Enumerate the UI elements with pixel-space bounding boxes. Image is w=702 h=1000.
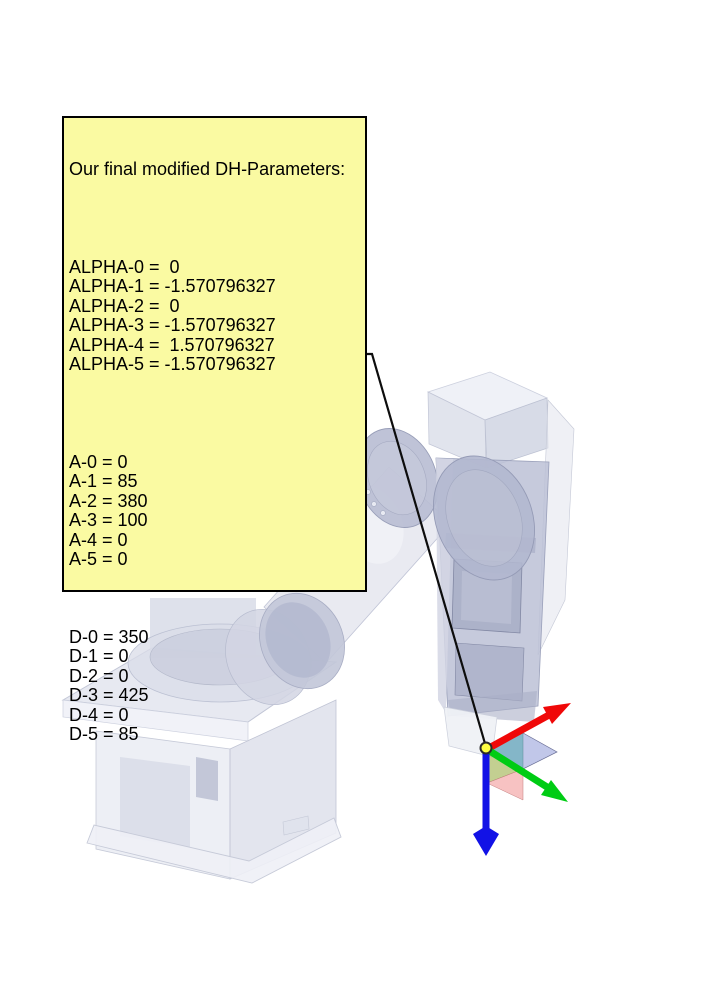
parameter-line: D-4 = 0 <box>69 704 129 725</box>
parameter-line: ALPHA-0 = 0 <box>69 256 180 277</box>
annotation-title: Our final modified DH-Parameters: <box>69 159 346 179</box>
alpha-parameter-block <box>69 258 365 375</box>
parameter-line: D-0 = 350 <box>69 626 149 647</box>
parameter-line: A-4 = 0 <box>69 529 128 550</box>
z-axis-head <box>473 826 499 856</box>
parameter-line: D-5 = 85 <box>69 724 139 744</box>
elbow-bolt <box>372 502 377 507</box>
d-parameter-block <box>69 628 365 745</box>
parameter-line: D-3 = 425 <box>69 685 149 705</box>
frame-origin-marker <box>481 743 492 754</box>
a-parameter-block <box>69 453 365 570</box>
parameter-line: A-5 = 0 <box>69 549 128 569</box>
parameter-line: ALPHA-5 = -1.570796327 <box>69 354 276 374</box>
parameter-line: D-1 = 0 <box>69 646 129 666</box>
parameter-line: ALPHA-4 = 1.570796327 <box>69 334 275 355</box>
parameter-line: D-2 = 0 <box>69 665 129 686</box>
parameter-line: A-2 = 380 <box>69 490 148 511</box>
parameter-line: A-0 = 0 <box>69 451 128 472</box>
dh-parameters-annotation-box <box>62 116 367 744</box>
parameter-line: A-1 = 85 <box>69 471 138 491</box>
parameter-line: ALPHA-2 = 0 <box>69 295 180 316</box>
parameter-line: A-3 = 100 <box>69 510 148 530</box>
parameter-line: ALPHA-3 = -1.570796327 <box>69 315 276 335</box>
elbow-bolt <box>381 511 386 516</box>
parameter-line: ALPHA-1 = -1.570796327 <box>69 276 276 296</box>
robot-top-housing <box>428 372 548 468</box>
x-axis-head <box>543 703 571 724</box>
